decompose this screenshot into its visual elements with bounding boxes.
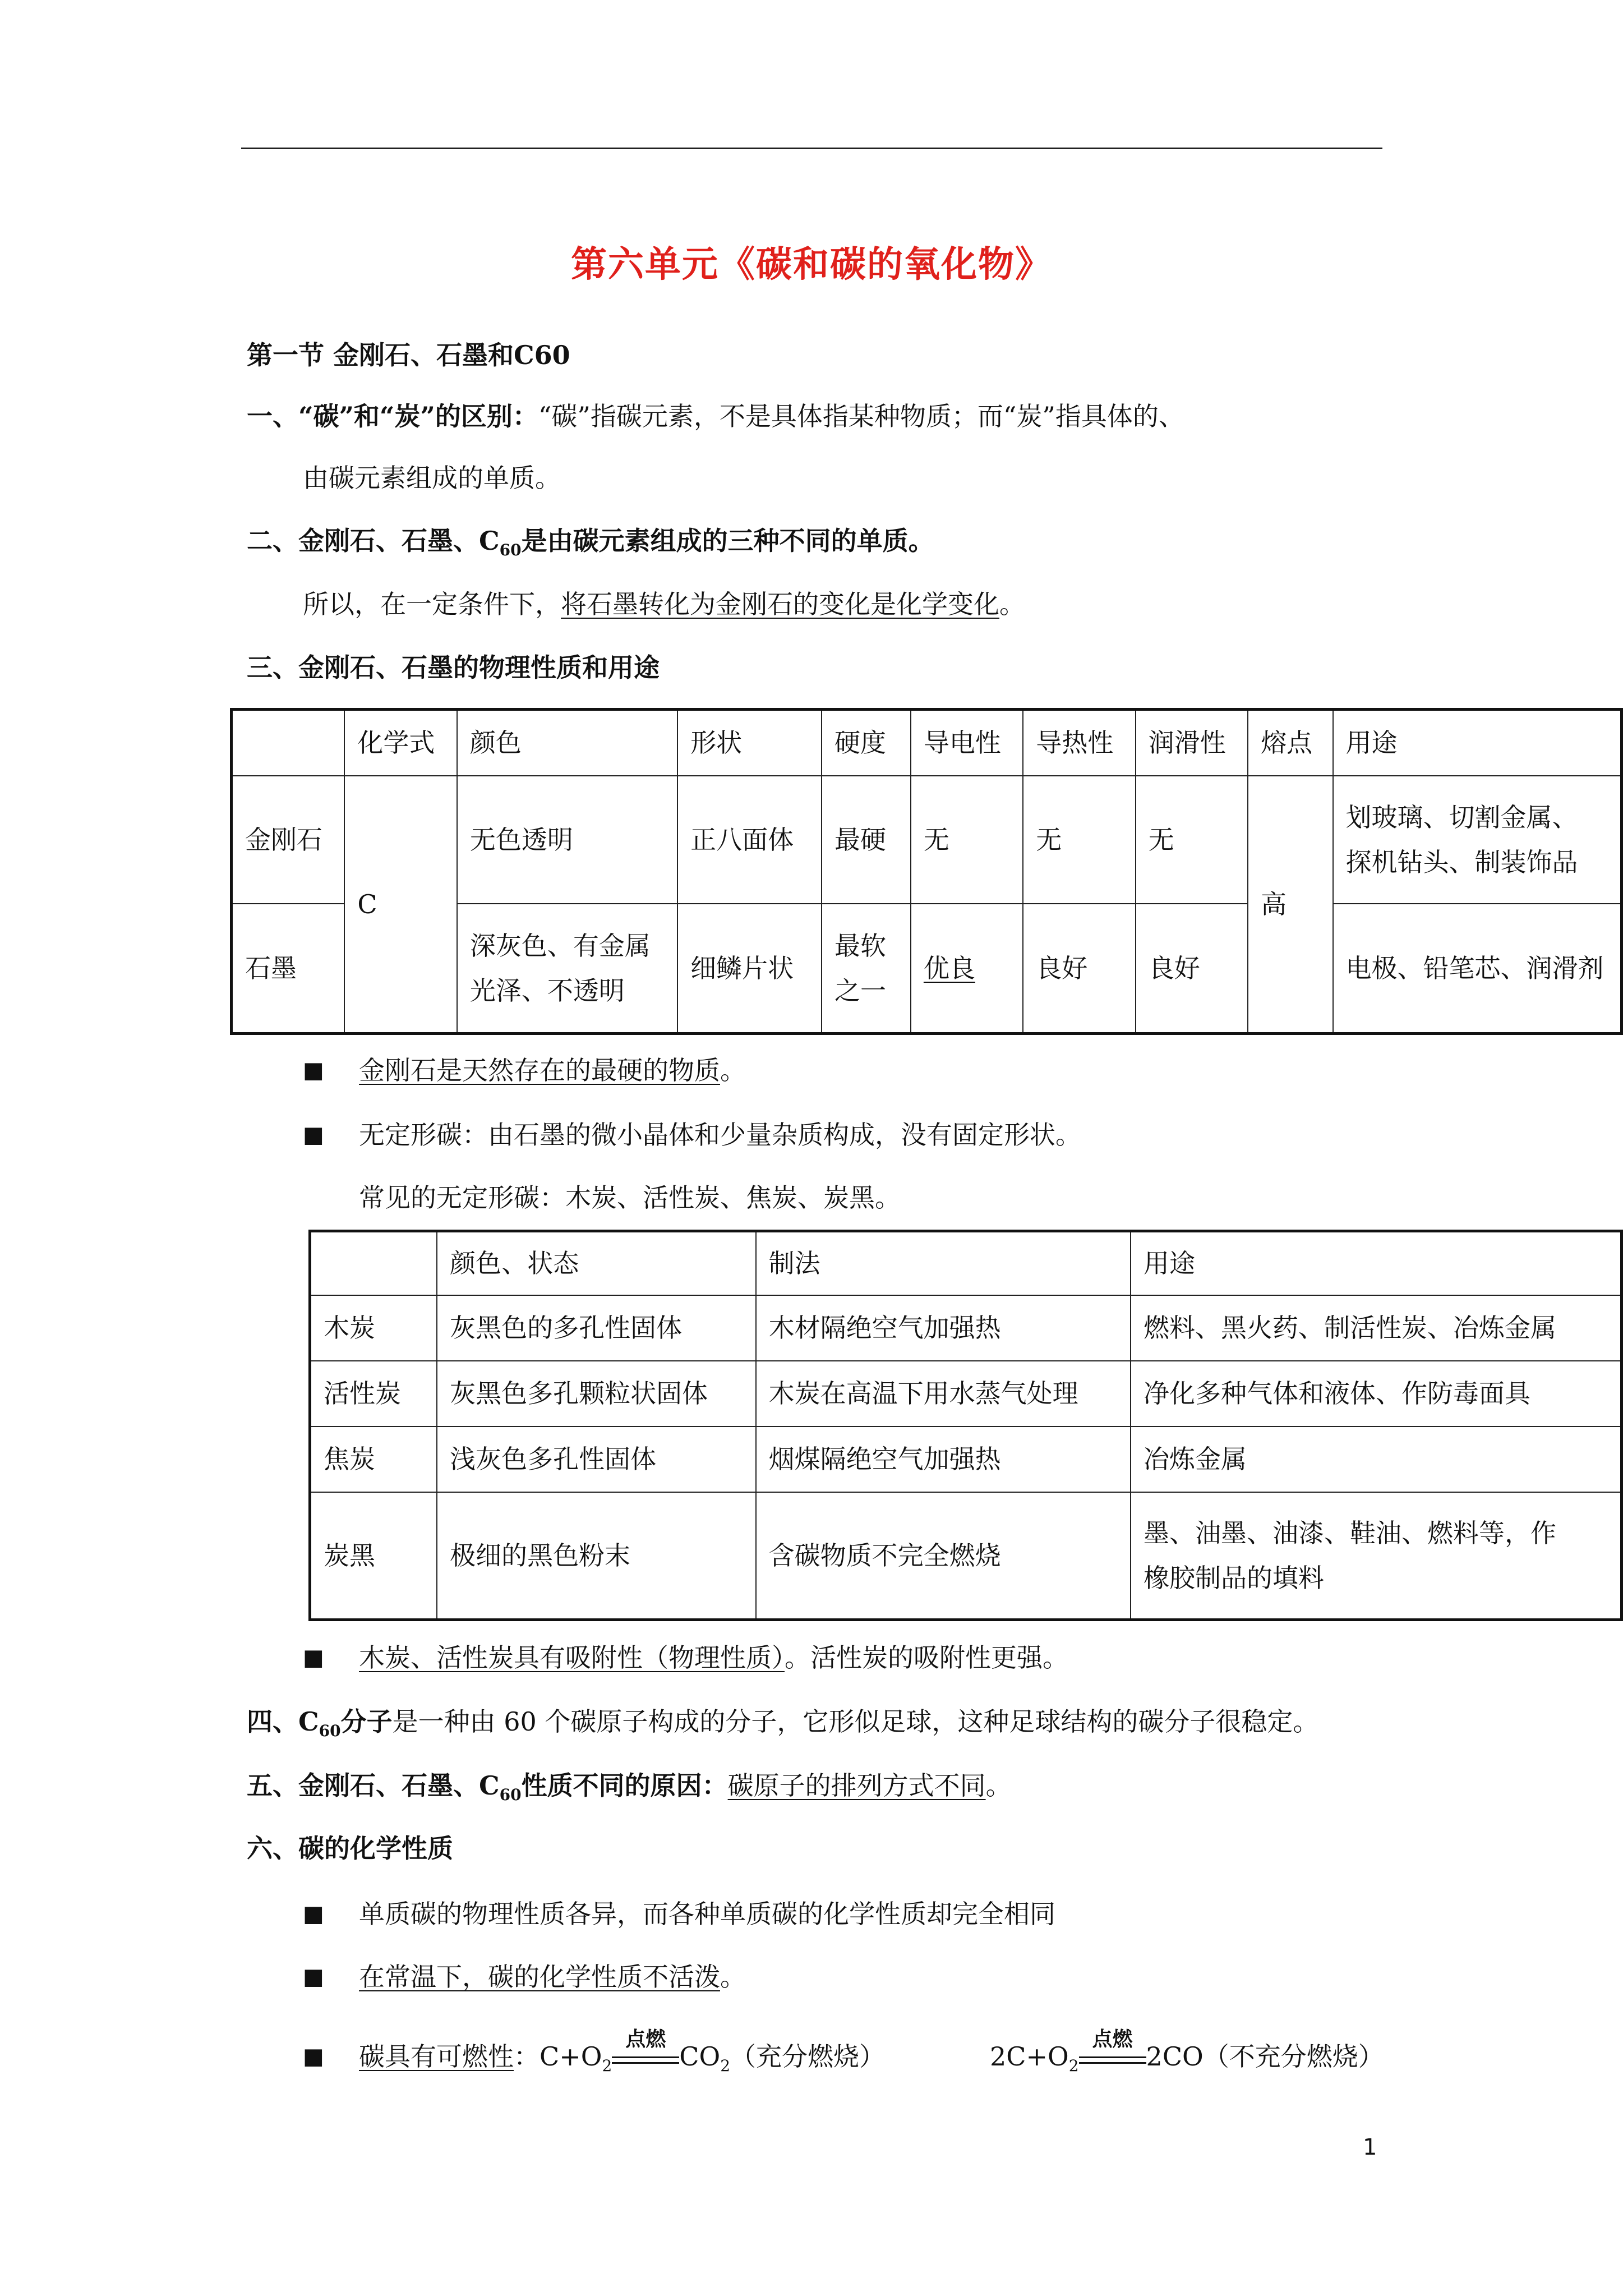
table-cell: 高 <box>1248 776 1332 1034</box>
reaction-arrow-icon <box>1079 2028 1146 2076</box>
table-header-cell <box>232 710 345 776</box>
table-cell: 烟煤隔绝空气加强热 <box>756 1427 1131 1492</box>
table-cell: 电极、铅笔芯、润滑剂 <box>1333 904 1622 1034</box>
table-cell <box>1333 776 1622 904</box>
paragraph-4-head: 四、C <box>247 1706 319 1737</box>
table-cell: 焦炭 <box>310 1427 437 1492</box>
cell-line: 优良 <box>923 953 975 983</box>
table-row <box>310 1427 1622 1492</box>
table-cell: 金刚石 <box>232 776 345 904</box>
c60-subscript: 60 <box>499 541 522 560</box>
cell-line: 探机钻头、制装饰品 <box>1345 846 1578 877</box>
cell-line: 光泽、不透明 <box>469 975 625 1006</box>
header-rule <box>241 148 1382 149</box>
bullet-1-underlined: 金刚石是天然存在的最硬的物质 <box>359 1055 720 1085</box>
subscript: 2 <box>602 2056 612 2076</box>
table-cell: 正八面体 <box>677 776 822 904</box>
table-header-row <box>232 710 1622 776</box>
paragraph-6-heading: 六、碳的化学性质 <box>247 1833 453 1864</box>
cell-line: 最软 <box>834 930 886 961</box>
chem-bullet-2-underlined: 在常温下，碳的化学性质不活泼 <box>359 1962 720 1992</box>
paragraph-3-heading: 三、金刚石、石墨的物理性质和用途 <box>247 652 660 683</box>
table-header-cell: 润滑性 <box>1136 710 1248 776</box>
table-cell <box>822 904 911 1034</box>
paragraph-5-underlined: 碳原子的排列方式不同 <box>727 1770 986 1801</box>
table-header-cell: 硬度 <box>822 710 911 776</box>
equation-1-note: （充分燃烧） <box>730 2041 886 2072</box>
table-cell: 灰黑色的多孔性固体 <box>437 1295 756 1361</box>
bullet-2-cont: 常见的无定形碳：木炭、活性炭、焦炭、炭黑。 <box>359 1182 901 1213</box>
cell-line: 划玻璃、切割金属、 <box>1345 802 1578 832</box>
page-number: 1 <box>1363 2134 1377 2160</box>
table-header-cell: 用途 <box>1131 1231 1621 1295</box>
table-row <box>310 1492 1622 1620</box>
chem-bullet-2 <box>359 1960 746 1994</box>
table-cell <box>457 904 677 1034</box>
bullet-3-text: 。活性炭的吸附性更强。 <box>785 1642 1068 1673</box>
c60-subscript: 60 <box>499 1786 522 1805</box>
subscript: 2 <box>1068 2056 1079 2076</box>
table-header-cell: 制法 <box>756 1231 1131 1295</box>
period: 。 <box>985 1770 1012 1801</box>
table-header-cell: 形状 <box>677 710 822 776</box>
amorphous-carbon-table <box>308 1230 1623 1621</box>
table-header-cell: 导热性 <box>1023 710 1135 776</box>
period: 。 <box>999 589 1025 619</box>
cell-line: 橡胶制品的填料 <box>1144 1562 1325 1593</box>
paragraph-1-heading: 一、“碳”和“炭”的区别： <box>247 401 538 431</box>
chem-bullet-1: 单质碳的物理性质各异，而各种单质碳的化学性质却完全相同 <box>359 1899 1055 1929</box>
paragraph-5-head: 五、金刚石、石墨、C <box>247 1770 500 1801</box>
paragraph-2-b: 是由碳元素组成的三种不同的单质。 <box>521 526 934 556</box>
table-cell: 极细的黑色粉末 <box>437 1492 756 1620</box>
equation-2 <box>990 2028 1384 2083</box>
paragraph-5-head-b: 性质不同的原因： <box>521 1770 728 1801</box>
table-header-cell: 颜色 <box>457 710 677 776</box>
reaction-condition: 点燃 <box>1092 2028 1133 2051</box>
document-title: 第六单元《碳和碳的氧化物》 <box>571 243 1052 286</box>
bullet-3-underlined: 木炭、活性炭具有吸附性（物理性质） <box>359 1642 785 1673</box>
bullet-3 <box>359 1641 1068 1674</box>
bullet-1 <box>359 1053 746 1087</box>
table-cell: 燃料、黑火药、制活性炭、冶炼金属 <box>1131 1295 1621 1361</box>
table-header-row <box>310 1231 1622 1295</box>
table-cell: 浅灰色多孔性固体 <box>437 1427 756 1492</box>
underlined-statement: 将石墨转化为金刚石的变化是化学变化 <box>561 589 999 619</box>
cell-line: 深灰色、有金属 <box>469 930 651 961</box>
table-row <box>232 776 1622 904</box>
chem-bullet-3 <box>359 2028 886 2083</box>
table-cell: 木材隔绝空气加强热 <box>756 1295 1131 1361</box>
table-header-cell: 颜色、状态 <box>437 1231 756 1295</box>
paragraph-4 <box>247 1705 1318 1748</box>
bullet-icon: ■ <box>303 1645 324 1671</box>
table-cell: 冶炼金属 <box>1131 1427 1621 1492</box>
paragraph-1 <box>247 399 1184 433</box>
paragraph-4-head-b: 分子 <box>340 1706 393 1737</box>
diamond-graphite-table <box>230 708 1623 1035</box>
paragraph-4-text: 是一种由 60 个碳原子构成的分子，它形似足球，这种足球结构的碳分子很稳定。 <box>392 1706 1319 1737</box>
table-cell <box>1131 1492 1621 1620</box>
table-header-cell: 化学式 <box>344 710 457 776</box>
reaction-arrow-icon <box>612 2028 679 2076</box>
table-cell: 净化多种气体和液体、作防毒面具 <box>1131 1361 1621 1427</box>
equation-2-product: 2CO（不充分燃烧） <box>1146 2041 1384 2072</box>
period: 。 <box>720 1962 746 1992</box>
table-cell: 无 <box>911 776 1023 904</box>
cell-line: 之一 <box>834 975 886 1006</box>
table-cell: 无色透明 <box>457 776 677 904</box>
paragraph-2-a: 二、金刚石、石墨、C <box>247 526 500 556</box>
table-header-cell: 导电性 <box>911 710 1023 776</box>
bullet-icon: ■ <box>303 1057 324 1083</box>
table-cell: 细鳞片状 <box>677 904 822 1034</box>
table-header-cell: 用途 <box>1333 710 1622 776</box>
subscript: 2 <box>720 2056 731 2076</box>
table-cell: 良好 <box>1136 904 1248 1034</box>
table-cell <box>911 904 1023 1034</box>
bullet-icon: ■ <box>303 1901 324 1927</box>
table-cell: 活性炭 <box>310 1361 437 1427</box>
table-cell: 灰黑色多孔颗粒状固体 <box>437 1361 756 1427</box>
table-cell: 无 <box>1023 776 1135 904</box>
table-row <box>310 1295 1622 1361</box>
table-cell: 含碳物质不完全燃烧 <box>756 1492 1131 1620</box>
table-cell: 炭黑 <box>310 1492 437 1620</box>
c60-subscript: 60 <box>319 1722 341 1741</box>
cell-line: 墨、油墨、油漆、鞋油、燃料等，作 <box>1144 1517 1557 1548</box>
table-cell: 最硬 <box>822 776 911 904</box>
paragraph-2 <box>247 524 934 567</box>
paragraph-1-text: “碳”指碳元素，不是具体指某种物质；而“炭”指具体的、 <box>538 401 1184 431</box>
colon: ： <box>514 2041 540 2072</box>
table-cell: C <box>344 776 457 1034</box>
bullet-icon: ■ <box>303 1122 324 1148</box>
bullet-2: 无定形碳：由石墨的微小晶体和少量杂质构成，没有固定形状。 <box>359 1120 1081 1150</box>
equation-2-reactants: 2C+O <box>990 2041 1069 2072</box>
paragraph-2-cont <box>303 587 1025 621</box>
table-cell: 石墨 <box>232 904 345 1034</box>
table-row <box>310 1361 1622 1427</box>
table-cell: 无 <box>1136 776 1248 904</box>
paragraph-1-cont: 由碳元素组成的单质。 <box>303 463 561 493</box>
equation-1-product: CO <box>679 2041 721 2072</box>
reaction-condition: 点燃 <box>625 2028 666 2051</box>
table-header-cell: 熔点 <box>1248 710 1332 776</box>
period: 。 <box>720 1055 746 1085</box>
paragraph-5 <box>247 1769 1012 1812</box>
table-cell: 木炭 <box>310 1295 437 1361</box>
section-heading: 第一节 金刚石、石墨和C60 <box>247 340 570 370</box>
paragraph-2-cont-a: 所以，在一定条件下， <box>303 589 561 619</box>
equation-1-reactants: C+O <box>540 2041 602 2072</box>
bullet-icon: ■ <box>303 1964 324 1990</box>
combustibility-label: 碳具有可燃性 <box>359 2041 514 2072</box>
bullet-icon: ■ <box>303 2044 324 2069</box>
table-cell: 木炭在高温下用水蒸气处理 <box>756 1361 1131 1427</box>
table-header-cell <box>310 1231 437 1295</box>
table-cell: 良好 <box>1023 904 1135 1034</box>
